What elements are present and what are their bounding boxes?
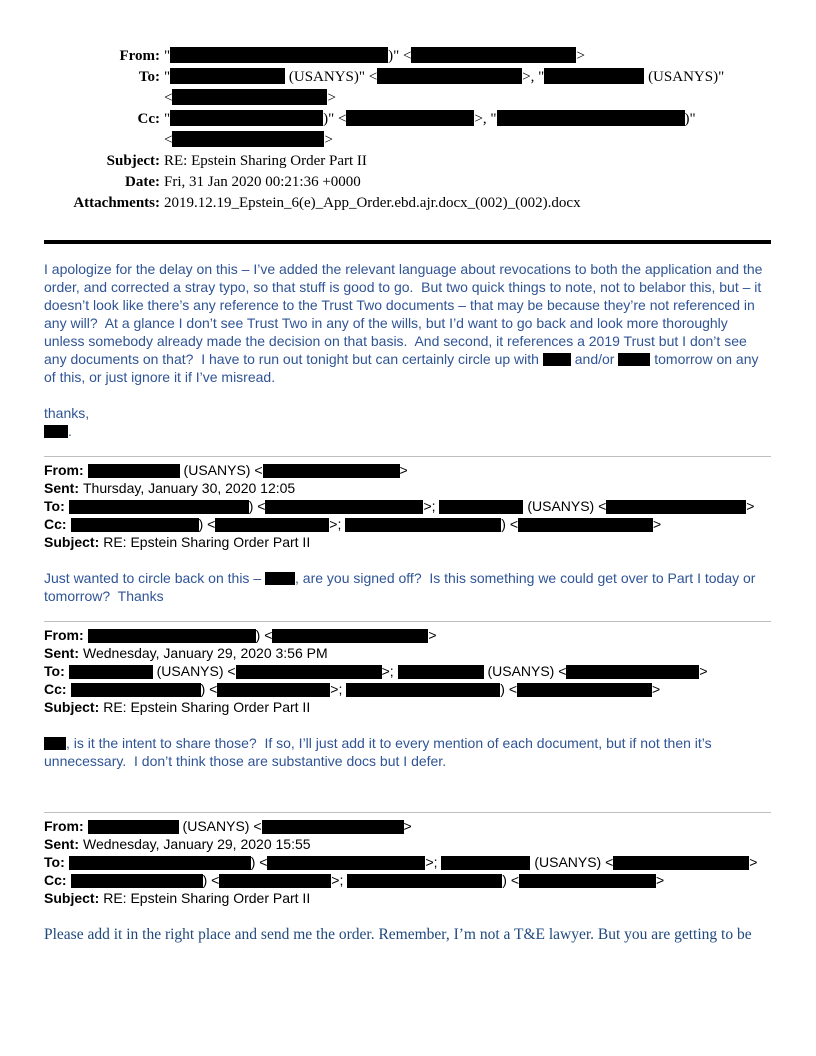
redaction-box xyxy=(44,737,66,750)
text-segment: ) < xyxy=(255,627,273,643)
quoted-header-field-label: Subject: xyxy=(44,534,100,550)
text-segment: Wednesday, January 29, 2020 3:56 PM xyxy=(83,645,328,661)
text-segment: ) < xyxy=(202,872,220,888)
text-segment: > xyxy=(653,516,662,532)
email-header-field-value xyxy=(160,46,771,67)
quoted-email xyxy=(44,456,771,605)
redaction-box xyxy=(170,68,285,84)
email-body-paragraph xyxy=(44,404,771,440)
quoted-header-field-value xyxy=(88,462,408,478)
quoted-header-field-value xyxy=(69,498,755,514)
quoted-header-field-label: Sent: xyxy=(44,645,79,661)
text-segment: (USANYS) < xyxy=(530,854,614,870)
quoted-header-field xyxy=(44,461,771,479)
redaction-box xyxy=(88,464,180,478)
quoted-header-field xyxy=(44,479,771,497)
redaction-box xyxy=(272,629,428,643)
section-divider xyxy=(44,456,771,457)
text-segment: > xyxy=(699,663,708,679)
text-segment: >; xyxy=(381,663,398,679)
email-body-paragraph xyxy=(44,260,771,386)
text-segment: Fri, 31 Jan 2020 00:21:36 +0000 xyxy=(164,174,361,190)
quoted-email-paragraph xyxy=(44,569,771,605)
email-header-field-label: Date: xyxy=(125,174,160,190)
redaction-box xyxy=(71,518,199,532)
redaction-box xyxy=(497,110,685,126)
redaction-box xyxy=(345,518,501,532)
redaction-box xyxy=(69,856,251,870)
section-divider xyxy=(44,621,771,622)
text-segment: > xyxy=(746,498,755,514)
email-header-field-label: Subject: xyxy=(106,153,160,169)
quoted-header-field-value xyxy=(71,872,665,888)
text-segment: " xyxy=(164,48,171,64)
quoted-email-body xyxy=(44,734,771,770)
text-segment: " xyxy=(164,69,171,85)
quoted-header-field-label: Cc: xyxy=(44,516,67,532)
text-segment: > xyxy=(324,132,333,148)
text-segment: (USANYS) < xyxy=(178,818,262,834)
text-segment: , is it the intent to share those? If so, I’ll just add it to every mention of each document, but if not then it’s unnecessary. I don’t think those are substantive docs but I defer. xyxy=(44,735,716,769)
quoted-header-field-label: To: xyxy=(44,663,65,679)
redaction-box xyxy=(265,572,295,585)
email-header-field xyxy=(44,172,771,193)
text-segment: 2019.12.19_Epstein_6(e)_App_Order.ebd.ajr.docx_(002)_(002).docx xyxy=(164,195,581,211)
text-segment: tomorrow on any of this, or just ignore it if I’ve misread. xyxy=(44,351,763,385)
text-segment: RE: Epstein Sharing Order Part II xyxy=(103,699,311,715)
email-header-field-value xyxy=(160,67,771,109)
redaction-box xyxy=(543,353,571,366)
text-segment: ) < xyxy=(502,872,519,888)
text-segment: >; xyxy=(423,498,440,514)
text-segment: (USANYS) < xyxy=(523,498,607,514)
text-segment: Just wanted to circle back on this – xyxy=(44,570,265,586)
text-segment: >, " xyxy=(474,111,497,127)
email-header-field-value xyxy=(160,151,771,172)
email-header-field-value xyxy=(160,193,771,214)
redaction-box xyxy=(347,874,502,888)
quoted-header-field-value xyxy=(83,645,328,661)
redaction-box xyxy=(71,874,203,888)
email-header-field xyxy=(44,46,771,67)
text-segment: ) < xyxy=(248,498,266,514)
quoted-header-field xyxy=(44,626,771,644)
quoted-header-field-value xyxy=(69,854,758,870)
quoted-header-field-label: Subject: xyxy=(44,890,100,906)
email-body xyxy=(44,260,771,440)
quoted-email-body xyxy=(44,569,771,605)
email-header-field-label: Cc: xyxy=(137,111,160,127)
redaction-box xyxy=(606,500,746,514)
redaction-box xyxy=(544,68,644,84)
redaction-box xyxy=(377,68,522,84)
redaction-box xyxy=(236,665,382,679)
quoted-header-field-value xyxy=(88,818,412,834)
text-segment: > xyxy=(656,872,665,888)
text-segment: RE: Epstein Sharing Order Part II xyxy=(103,534,311,550)
email-header-field-label: To: xyxy=(138,69,160,85)
redaction-box xyxy=(44,425,68,438)
quoted-header-field-value xyxy=(88,627,437,643)
text-segment: Please add it in the right place and send me the order. Remember, I’m not a T&E lawyer. But you are getting to be xyxy=(44,926,752,943)
redaction-box xyxy=(172,131,324,147)
text-segment: )" xyxy=(684,111,696,127)
redaction-box xyxy=(219,874,331,888)
redaction-box xyxy=(519,874,656,888)
quoted-email xyxy=(44,621,771,770)
email-header xyxy=(44,46,771,214)
text-segment: )" < xyxy=(388,48,412,64)
text-segment: , are you signed off? Is this something we could get over to Part I today or tomorrow? Thanks xyxy=(44,570,760,604)
email-header-field-label: From: xyxy=(119,48,160,64)
text-segment: >; xyxy=(330,681,347,697)
email-header-field xyxy=(44,151,771,172)
quoted-email-header xyxy=(44,461,771,551)
text-segment: RE: Epstein Sharing Order Part II xyxy=(103,890,311,906)
email-document xyxy=(44,46,771,945)
text-segment: > xyxy=(403,818,412,834)
redaction-box xyxy=(88,820,179,834)
text-segment: >; xyxy=(425,854,442,870)
quoted-header-field-label: Subject: xyxy=(44,699,100,715)
quoted-header-field-value xyxy=(83,836,311,852)
quoted-header-field xyxy=(44,515,771,533)
quoted-header-field xyxy=(44,497,771,515)
quoted-header-field-value xyxy=(71,516,662,532)
quoted-header-field-value xyxy=(103,890,310,906)
text-segment: thanks, xyxy=(44,405,90,421)
text-segment: ) < xyxy=(198,516,216,532)
text-segment: ) < xyxy=(500,681,517,697)
quoted-email xyxy=(44,812,771,945)
quoted-email-header xyxy=(44,817,771,907)
redaction-box xyxy=(71,683,201,697)
text-segment: ) < xyxy=(501,516,518,532)
quoted-header-field xyxy=(44,662,771,680)
redaction-box xyxy=(217,683,330,697)
text-segment: (USANYS) < xyxy=(152,663,236,679)
quoted-header-field-label: To: xyxy=(44,498,65,514)
redaction-box xyxy=(346,110,474,126)
text-segment: > xyxy=(428,627,437,643)
redaction-box xyxy=(517,683,652,697)
quoted-header-field xyxy=(44,644,771,662)
text-segment: >, " xyxy=(522,69,545,85)
quoted-header-field-label: To: xyxy=(44,854,65,870)
section-divider xyxy=(44,812,771,813)
text-segment: )" < xyxy=(323,111,347,127)
email-header-field xyxy=(44,67,771,109)
quoted-header-field xyxy=(44,680,771,698)
text-segment: (USANYS) < xyxy=(483,663,567,679)
redaction-box xyxy=(566,665,699,679)
text-segment: Thursday, January 30, 2020 12:05 xyxy=(83,480,296,496)
redaction-box xyxy=(267,856,425,870)
text-segment: > xyxy=(327,90,336,106)
text-segment: < xyxy=(164,132,173,148)
redaction-box xyxy=(265,500,423,514)
redaction-box xyxy=(439,500,523,514)
quoted-header-field xyxy=(44,853,771,871)
quoted-header-field-label: Sent: xyxy=(44,480,79,496)
redaction-box xyxy=(613,856,749,870)
redaction-box xyxy=(69,500,249,514)
text-segment: I apologize for the delay on this – I’ve added the relevant language about revocations to both the application and the order, and corrected a stray typo, so that stuff is good to go. But two quick things to note, not to belabor this, but – it doesn’t look like there’s any reference to the Trust Two documents – that may be because they’re not referenced in any will? At a glance I don’t see Trust Two in any of the wills, but I’d want to go back and look more thoroughly unless somebody already made the decision on that basis. And second, it references a 2019 Trust but I don’t see any documents on that? I have to run out tonight but can certainly circle up with xyxy=(44,261,767,367)
text-segment: ) < xyxy=(200,681,218,697)
quoted-email-paragraph xyxy=(44,925,771,945)
redaction-box xyxy=(88,629,256,643)
quoted-header-field-value xyxy=(71,681,661,697)
text-segment: . xyxy=(68,423,72,439)
quoted-email-header xyxy=(44,626,771,716)
redaction-box xyxy=(170,110,323,126)
quoted-header-field xyxy=(44,533,771,551)
text-segment: > xyxy=(576,48,585,64)
quoted-header-field-value xyxy=(103,534,310,550)
text-segment: < xyxy=(164,90,173,106)
redaction-box xyxy=(618,353,650,366)
text-segment: >; xyxy=(329,516,346,532)
redaction-box xyxy=(411,47,576,63)
redaction-box xyxy=(262,820,404,834)
quoted-header-field-label: From: xyxy=(44,627,84,643)
text-segment: ) < xyxy=(250,854,268,870)
text-segment: and/or xyxy=(570,351,619,367)
quoted-header-field-value xyxy=(69,663,708,679)
redaction-box xyxy=(263,464,400,478)
text-segment: " xyxy=(164,111,171,127)
redaction-box xyxy=(398,665,484,679)
text-segment: > xyxy=(749,854,758,870)
quoted-header-field xyxy=(44,835,771,853)
text-segment: RE: Epstein Sharing Order Part II xyxy=(164,153,367,169)
text-segment: Wednesday, January 29, 2020 15:55 xyxy=(83,836,311,852)
text-segment: > xyxy=(652,681,661,697)
email-header-field-value xyxy=(160,172,771,193)
quoted-email-body xyxy=(44,925,771,945)
redaction-box xyxy=(518,518,653,532)
quoted-emails xyxy=(44,456,771,945)
redaction-box xyxy=(69,665,153,679)
email-header-field xyxy=(44,193,771,214)
redaction-box xyxy=(346,683,500,697)
quoted-email-paragraph xyxy=(44,734,771,770)
quoted-header-field-label: Cc: xyxy=(44,681,67,697)
quoted-header-field-label: Cc: xyxy=(44,872,67,888)
email-header-field-value xyxy=(160,109,771,151)
quoted-header-field xyxy=(44,889,771,907)
text-segment: >; xyxy=(331,872,348,888)
email-header-field xyxy=(44,109,771,151)
quoted-header-field xyxy=(44,871,771,889)
text-segment: (USANYS) < xyxy=(179,462,263,478)
text-segment: > xyxy=(399,462,408,478)
quoted-header-field xyxy=(44,817,771,835)
redaction-box xyxy=(441,856,530,870)
quoted-header-field-value xyxy=(83,480,295,496)
quoted-header-field xyxy=(44,698,771,716)
quoted-header-field-value xyxy=(103,699,310,715)
text-segment: (USANYS)" < xyxy=(285,69,378,85)
text-segment: (USANYS)" xyxy=(644,69,725,85)
redaction-box xyxy=(170,47,388,63)
quoted-header-field-label: From: xyxy=(44,462,84,478)
redaction-box xyxy=(215,518,329,532)
quoted-header-field-label: From: xyxy=(44,818,84,834)
email-header-field-label: Attachments: xyxy=(73,195,160,211)
redaction-box xyxy=(172,89,327,105)
quoted-header-field-label: Sent: xyxy=(44,836,79,852)
header-divider xyxy=(44,240,771,244)
